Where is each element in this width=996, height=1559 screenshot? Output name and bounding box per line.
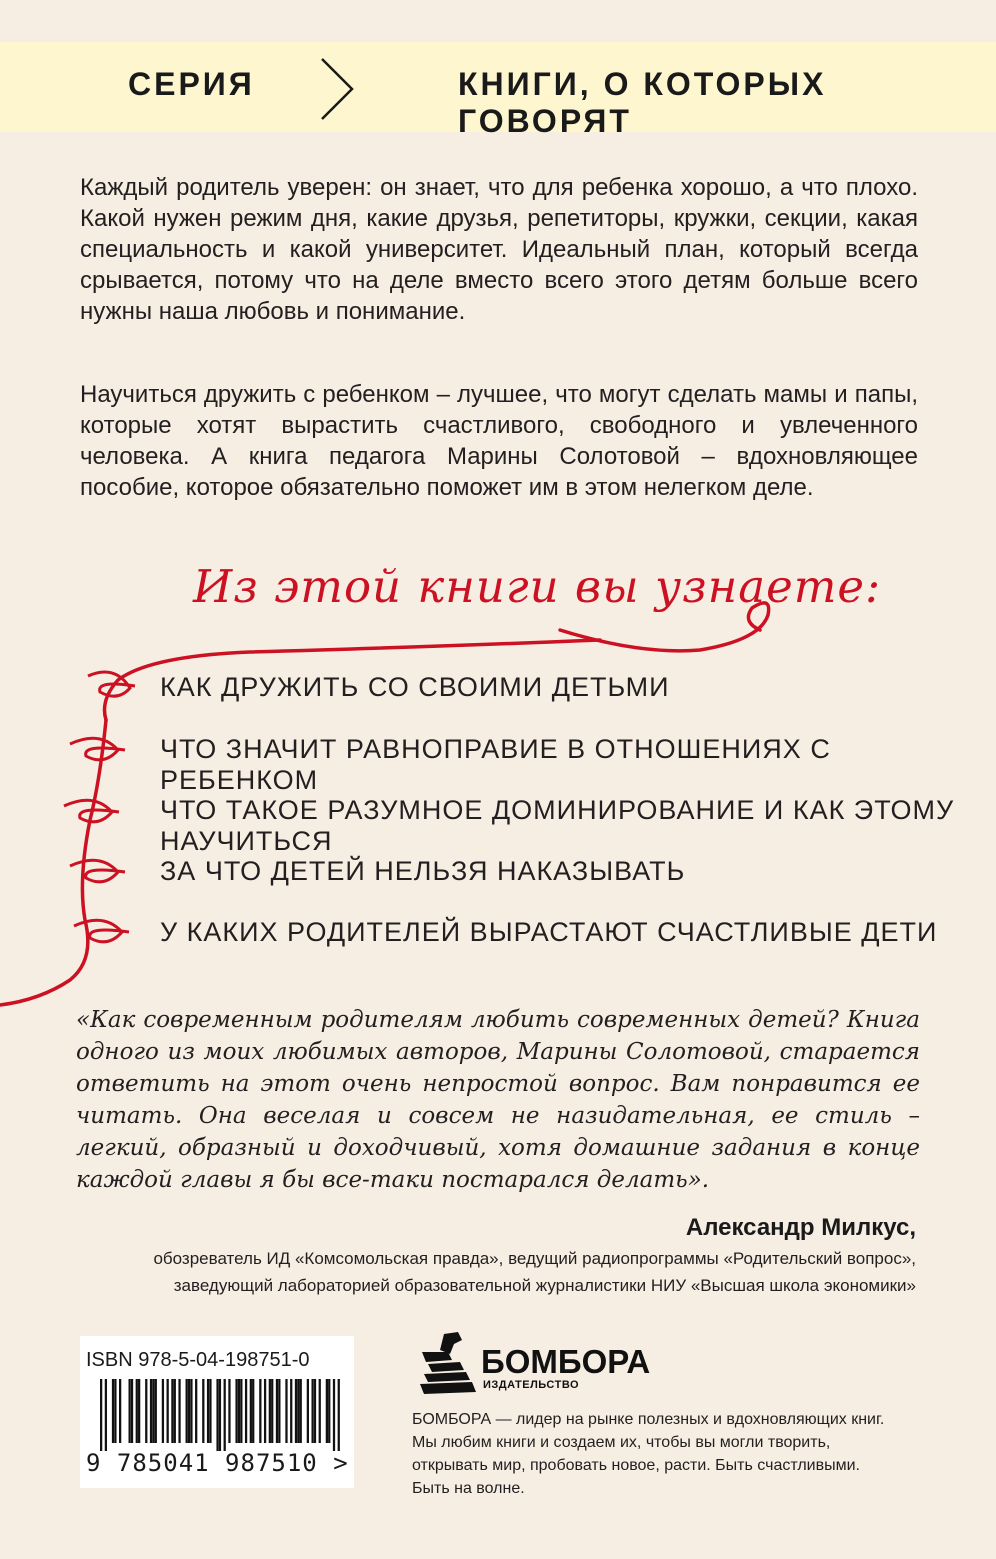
barcode-bar (209, 1379, 211, 1443)
barcode-bar (224, 1379, 226, 1451)
barcode-image (100, 1379, 340, 1451)
publisher-subtitle: ИЗДАТЕЛЬСТВО (483, 1379, 580, 1391)
barcode-bar (219, 1379, 221, 1451)
barcode-bar (112, 1379, 114, 1443)
barcode-bar (269, 1379, 271, 1443)
barcode-bar (295, 1379, 297, 1443)
description-paragraph-1: Каждый родитель уверен: он знает, что для ребенка хорошо, а что плохо. Какой нужен режим дня, какие друзья, репетиторы, кружки, секции, какая специальность и какой университет. Идеальный план, который всегда срывается, потому что на деле вместо всего этого детям больше всего нужны наша любовь и понимание. (80, 174, 918, 325)
series-title: КНИГИ, О КОТОРЫХ ГОВОРЯТ (458, 66, 827, 139)
barcode-bar (138, 1379, 140, 1443)
barcode-bar (186, 1379, 188, 1443)
barcode-bar (240, 1379, 242, 1443)
learn-item: У КАКИХ РОДИТЕЛЕЙ ВЫРАСТАЮТ СЧАСТЛИВЫЕ ДЕТИ (160, 917, 938, 947)
barcode-bar (228, 1379, 230, 1443)
barcode-digits: 9 785041 987510 > (86, 1449, 349, 1477)
barcode-bar (271, 1379, 273, 1443)
learn-item: КАК ДРУЖИТЬ СО СВОИМИ ДЕТЬМИ (160, 672, 670, 702)
barcode-bar (105, 1379, 107, 1451)
barcode-bar (326, 1379, 328, 1443)
author-description-line: обозреватель ИД «Комсомольская правда», ведущий радиопрограммы «Родительский вопрос», (153, 1249, 916, 1268)
isbn-number: ISBN 978-5-04-198751-0 (86, 1349, 310, 1371)
chevron-right-icon (318, 57, 358, 121)
barcode-bar (264, 1379, 266, 1443)
learn-item: ЗА ЧТО ДЕТЕЙ НЕЛЬЗЯ НАКАЗЫВАТЬ (160, 856, 686, 886)
barcode-bar (145, 1379, 147, 1443)
barcode-bar (333, 1379, 335, 1451)
learn-item: ЧТО ТАКОЕ РАЗУМНОЕ ДОМИНИРОВАНИЕ И КАК ЭТОМУ НАУЧИТЬСЯ (160, 795, 955, 856)
description-paragraph-2: Научиться дружить с ребенком – лучшее, что могут сделать мамы и папы, которые хотят вырастить счастливого, свободного и увлеченного человека. А книга педагога Марины Солотовой – вдохновляющее пособие, которое обязательно поможет им в этом нелегком деле. (80, 381, 918, 501)
barcode-bar (100, 1379, 102, 1451)
barcode-bar (285, 1379, 287, 1443)
barcode-bar (190, 1379, 192, 1443)
barcode-bar (235, 1379, 237, 1443)
barcode-bar (152, 1379, 154, 1443)
barcode-bar (150, 1379, 152, 1443)
learn-heading: Из этой книги вы узнаете: (193, 560, 882, 613)
barcode-bar (250, 1379, 252, 1443)
barcode-bar (338, 1379, 340, 1451)
barcode-bar (155, 1379, 157, 1443)
barcode-bar (178, 1379, 180, 1443)
publisher-logo-icon (414, 1330, 478, 1400)
quote-author-description (16, 1245, 916, 1299)
barcode-bar (238, 1379, 240, 1443)
barcode-bar (300, 1379, 302, 1443)
barcode-bar (328, 1379, 330, 1443)
barcode-bar (188, 1379, 190, 1443)
quote-author: Александр Милкус, (685, 1214, 916, 1241)
barcode-bar (167, 1379, 169, 1443)
barcode-bar (174, 1379, 176, 1443)
barcode-bar (162, 1379, 164, 1443)
series-label: СЕРИЯ (128, 66, 255, 102)
learn-item: ЧТО ЗНАЧИТ РАВНОПРАВИЕ В ОТНОШЕНИЯХ С РЕБЕНКОМ (160, 734, 831, 795)
review-quote: «Как современным родителям любить современных детей? Книга одного из моих любимых авторов, Марины Солотовой, старается ответить на этот очень непростой вопрос. Вам понравится ее читать. Она веселая и совсем не назидательная, ее стиль – легкий, образный и доходчивый, хотя домашние задания в конце каждой главы я бы все-таки постарался делать». (76, 1007, 920, 1193)
barcode-bar (131, 1379, 133, 1443)
barcode-bar (252, 1379, 254, 1443)
barcode-bar (290, 1379, 292, 1443)
barcode-bar (307, 1379, 309, 1443)
barcode-bar (216, 1379, 218, 1451)
barcode-bar (259, 1379, 261, 1443)
barcode-bar (276, 1379, 278, 1443)
barcode-bar (202, 1379, 204, 1443)
barcode-bar (129, 1379, 131, 1443)
barcode-bar (136, 1379, 138, 1443)
barcode-bar (311, 1379, 313, 1443)
barcode-bar (245, 1379, 247, 1443)
barcode-bar (319, 1379, 321, 1443)
barcode-bar (207, 1379, 209, 1443)
barcode-bar (314, 1379, 316, 1443)
barcode-bar (278, 1379, 280, 1443)
barcode-bar (114, 1379, 116, 1443)
barcode-bar (119, 1379, 121, 1443)
publisher-name: БОМБОРА (481, 1343, 651, 1380)
author-description-line: заведующий лабораторией образовательной журналистики НИУ «Высшая школа экономики» (173, 1276, 916, 1295)
barcode-bar (195, 1379, 197, 1443)
publisher-description: БОМБОРА — лидер на рынке полезных и вдохновляющих книг. Мы любим книги и создаем их, чтобы вы могли творить, открывать мир, пробовать новое, расти. Быть счастливыми. Быть на волне. (412, 1411, 885, 1497)
barcode-bar (171, 1379, 173, 1443)
barcode-bar (297, 1379, 299, 1443)
